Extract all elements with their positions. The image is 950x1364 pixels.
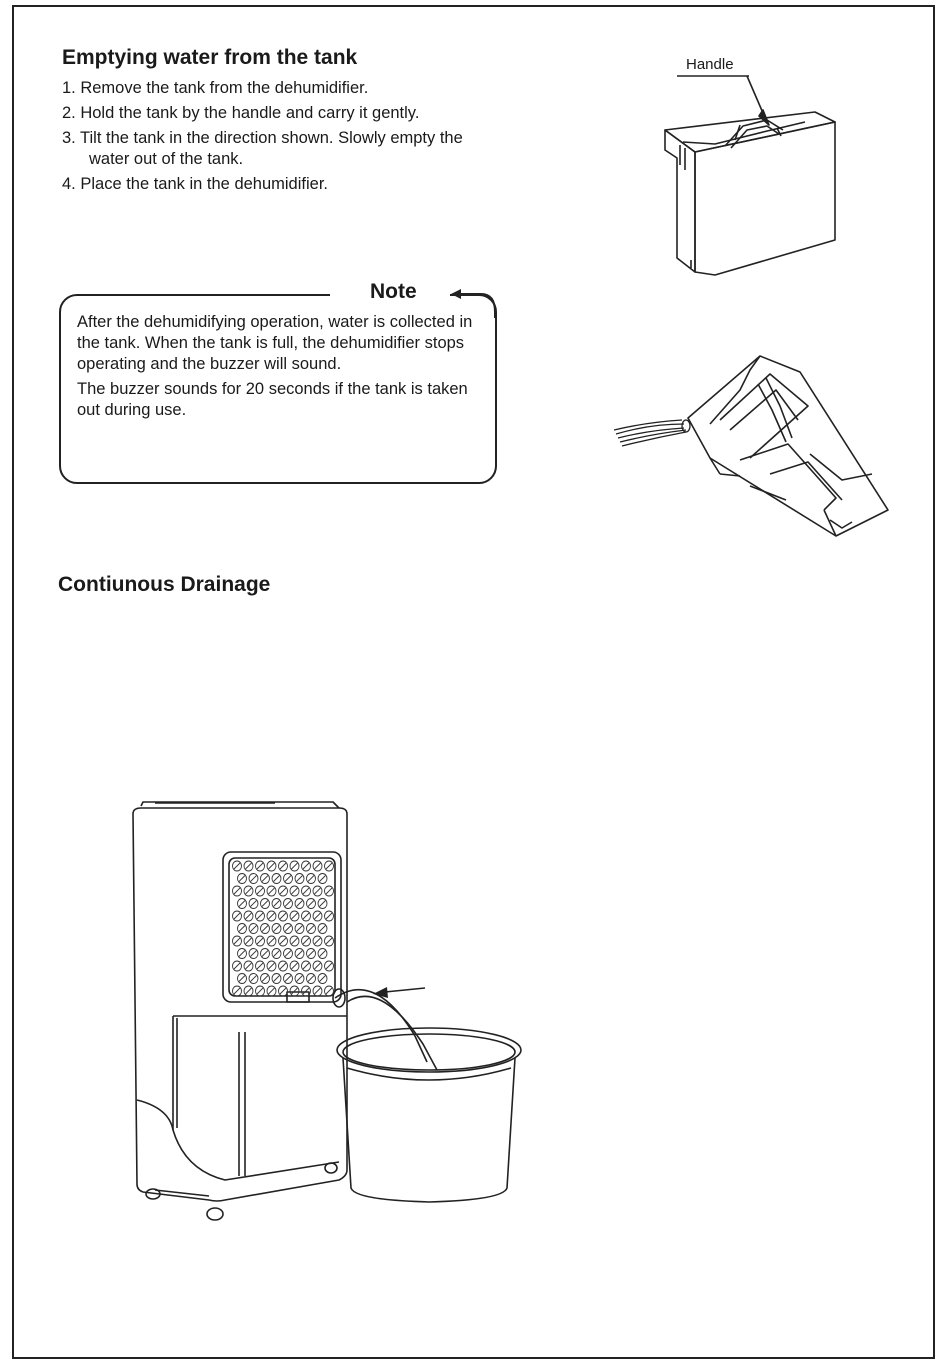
grille-pattern (233, 861, 334, 996)
step-2: 2. Hold the tank by the handle and carry it gently. (62, 104, 420, 122)
tank-pouring-illustration (610, 350, 900, 550)
handle-label: Handle (686, 56, 734, 73)
continuous-drainage-illustration (125, 800, 525, 1225)
step-4: 4. Place the tank in the dehumidifier. (62, 175, 328, 193)
section-title-drainage: Contiunous Drainage (58, 573, 271, 596)
step-3-continuation: water out of the tank. (89, 150, 244, 168)
step-3: 3. Tilt the tank in the direction shown. Slowly empty the water out of the tank. (62, 128, 542, 170)
note-text (77, 312, 477, 425)
step-1: 1. Remove the tank from the dehumidifier. (62, 79, 369, 97)
note-paragraph-1: After the dehumidifying operation, water is collected in the tank. When the tank is full, the dehumidifier stops operating and the buzzer will sound. (77, 313, 473, 373)
section-title-emptying: Emptying water from the tank (62, 46, 358, 69)
note-paragraph-2: The buzzer sounds for 20 seconds if the tank is taken out during use. (77, 380, 468, 419)
steps-list (62, 78, 542, 199)
tank-handle-illustration (655, 70, 855, 280)
note-title: Note (370, 280, 417, 303)
